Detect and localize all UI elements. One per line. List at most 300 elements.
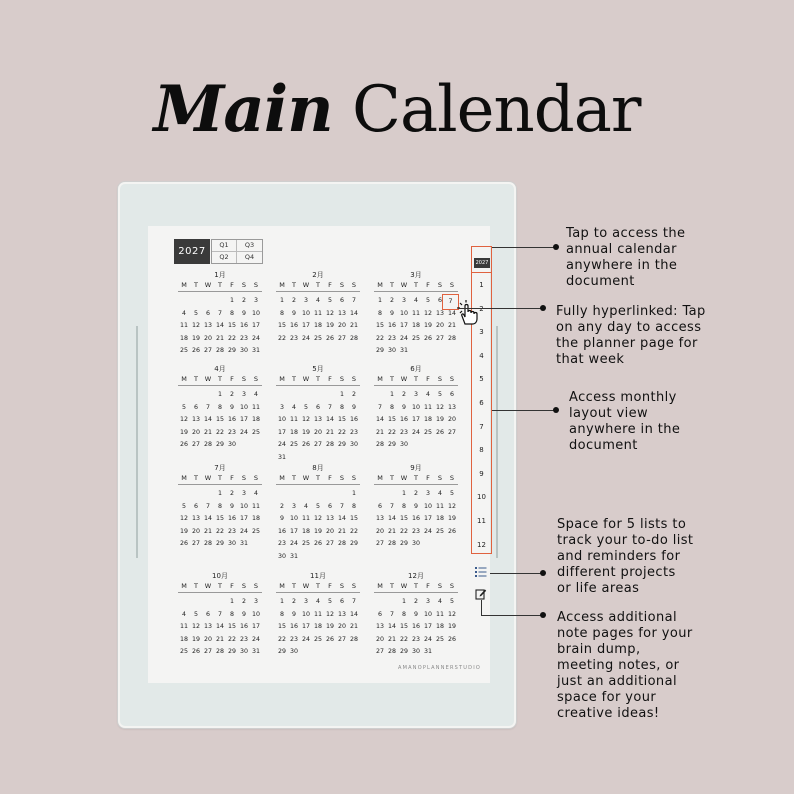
day-cell[interactable]: 27 [337,635,346,643]
day-cell[interactable]: 4 [253,490,258,497]
day-cell[interactable]: 17 [289,527,298,535]
day-cell[interactable]: 16 [349,416,358,423]
day-cell[interactable]: 30 [387,347,396,354]
day-cell[interactable]: 8 [279,610,284,618]
day-cell[interactable]: 1 [351,490,356,497]
month-name[interactable]: 1月 [214,271,226,279]
day-cell[interactable]: 22 [227,635,236,643]
quarter-link[interactable]: Q3 [237,240,262,252]
day-cell[interactable]: 13 [375,623,384,630]
day-cell[interactable]: 18 [179,635,188,643]
day-cell[interactable]: 13 [325,515,334,522]
day-cell[interactable]: 9 [413,610,418,618]
day-cell[interactable]: 19 [179,527,188,535]
day-cell[interactable]: 9 [351,403,356,411]
day-cell[interactable]: 9 [413,502,418,510]
day-cell[interactable]: 16 [227,515,236,522]
day-cell[interactable]: 13 [203,623,212,630]
day-cell[interactable]: 1 [229,297,234,304]
day-cell[interactable]: 21 [215,635,224,643]
day-cell[interactable]: 16 [387,322,396,329]
day-cell[interactable]: 25 [435,527,444,535]
month-name[interactable]: 11月 [310,572,326,580]
highlighted-day[interactable]: 7 [442,294,459,310]
day-cell[interactable]: 4 [437,490,442,497]
day-cell[interactable]: 4 [253,391,258,398]
day-cell[interactable]: 5 [303,403,308,411]
day-cell[interactable]: 3 [413,391,418,398]
day-cell[interactable]: 20 [337,322,346,329]
month-name[interactable]: 5月 [312,365,324,373]
day-cell[interactable]: 11 [251,502,260,510]
day-cell[interactable]: 14 [203,416,212,423]
day-cell[interactable]: 13 [337,309,346,317]
day-cell[interactable]: 31 [251,648,260,655]
day-cell[interactable]: 15 [399,623,408,630]
day-cell[interactable]: 22 [337,428,346,436]
day-cell[interactable]: 7 [205,502,210,510]
day-cell[interactable]: 11 [289,416,298,423]
day-cell[interactable]: 4 [303,502,308,510]
day-cell[interactable]: 12 [325,309,334,317]
day-cell[interactable]: 6 [205,309,210,317]
day-cell[interactable]: 21 [325,428,334,436]
day-cell[interactable]: 18 [179,334,188,342]
day-cell[interactable]: 23 [289,334,298,342]
day-cell[interactable]: 24 [239,527,248,535]
day-cell[interactable]: 6 [193,502,198,510]
day-cell[interactable]: 15 [227,623,236,630]
day-cell[interactable]: 23 [399,428,408,436]
day-cell[interactable]: 24 [411,428,420,436]
sidebar-month-link[interactable]: 1 [479,281,484,289]
day-cell[interactable]: 26 [325,334,334,342]
day-cell[interactable]: 9 [241,610,246,618]
day-cell[interactable]: 18 [423,416,432,423]
day-cell[interactable]: 14 [215,623,224,630]
day-cell[interactable]: 24 [251,334,260,342]
day-cell[interactable]: 26 [179,540,188,547]
day-cell[interactable]: 7 [389,610,394,618]
day-cell[interactable]: 24 [423,635,432,643]
day-cell[interactable]: 23 [289,635,298,643]
day-cell[interactable]: 6 [377,502,382,510]
day-cell[interactable]: 30 [239,648,248,655]
day-cell[interactable]: 26 [191,347,200,354]
day-cell[interactable]: 26 [179,441,188,448]
day-cell[interactable]: 21 [337,527,346,535]
day-cell[interactable]: 1 [229,598,234,605]
day-cell[interactable]: 13 [191,515,200,522]
day-cell[interactable]: 22 [277,635,286,643]
day-cell[interactable]: 23 [239,635,248,643]
day-cell[interactable]: 5 [315,502,320,510]
day-cell[interactable]: 21 [203,428,212,436]
day-cell[interactable]: 1 [279,297,284,304]
sidebar-month-link[interactable]: 10 [477,493,486,502]
day-cell[interactable]: 24 [301,334,310,342]
day-cell[interactable]: 16 [399,416,408,423]
day-cell[interactable]: 8 [217,502,222,510]
day-cell[interactable]: 1 [401,490,406,497]
day-cell[interactable]: 16 [289,623,298,630]
day-cell[interactable]: 30 [411,540,420,547]
day-cell[interactable]: 27 [435,334,444,342]
day-cell[interactable]: 14 [337,515,346,522]
day-cell[interactable]: 27 [447,428,456,436]
day-cell[interactable]: 16 [411,515,420,522]
day-cell[interactable]: 9 [229,502,234,510]
day-cell[interactable]: 7 [389,502,394,510]
day-cell[interactable]: 13 [203,322,212,329]
quarter-link[interactable]: Q4 [244,253,255,261]
day-cell[interactable]: 7 [351,598,356,605]
day-cell[interactable]: 28 [349,635,358,643]
day-cell[interactable]: 5 [327,297,332,304]
day-cell[interactable]: 5 [181,403,186,411]
day-cell[interactable]: 26 [191,648,200,655]
day-cell[interactable]: 6 [437,297,442,304]
day-cell[interactable]: 28 [387,540,396,547]
day-cell[interactable]: 15 [375,322,384,329]
day-cell[interactable]: 26 [301,441,310,448]
day-cell[interactable]: 6 [377,610,382,618]
day-cell[interactable]: 4 [425,391,430,398]
day-cell[interactable]: 1 [217,391,222,398]
day-cell[interactable]: 6 [205,610,210,618]
day-cell[interactable]: 5 [181,502,186,510]
day-cell[interactable]: 20 [375,527,384,535]
day-cell[interactable]: 3 [241,490,246,497]
day-cell[interactable]: 26 [447,635,456,643]
day-cell[interactable]: 3 [303,297,308,304]
day-cell[interactable]: 3 [253,598,258,605]
day-cell[interactable]: 13 [375,515,384,522]
day-cell[interactable]: 6 [339,598,344,605]
day-cell[interactable]: 8 [229,309,234,317]
day-cell[interactable]: 20 [337,623,346,630]
day-cell[interactable]: 29 [399,540,408,547]
day-cell[interactable]: 16 [239,623,248,630]
day-cell[interactable]: 28 [375,441,384,448]
day-cell[interactable]: 12 [179,515,188,522]
day-cell[interactable]: 19 [423,322,432,329]
day-cell[interactable]: 25 [251,527,260,535]
day-cell[interactable]: 15 [387,416,396,423]
day-cell[interactable]: 23 [277,540,286,547]
day-cell[interactable]: 11 [301,515,310,522]
day-cell[interactable]: 22 [375,334,384,342]
day-cell[interactable]: 2 [413,490,418,497]
day-cell[interactable]: 25 [179,347,188,354]
day-cell[interactable]: 22 [215,428,224,436]
day-cell[interactable]: 7 [217,610,222,618]
day-cell[interactable]: 25 [313,635,322,643]
day-cell[interactable]: 14 [203,515,212,522]
day-cell[interactable]: 10 [239,502,248,510]
day-cell[interactable]: 12 [423,309,432,317]
day-cell[interactable]: 17 [301,623,310,630]
day-cell[interactable]: 14 [349,610,358,618]
day-cell[interactable]: 23 [387,334,396,342]
sidebar-year-badge[interactable]: 2027 [475,260,489,266]
day-cell[interactable]: 29 [215,441,224,448]
day-cell[interactable]: 10 [411,403,420,411]
day-cell[interactable]: 13 [313,416,322,423]
day-cell[interactable]: 4 [181,610,186,618]
day-cell[interactable]: 18 [411,322,420,329]
day-cell[interactable]: 30 [289,648,298,655]
day-cell[interactable]: 22 [387,428,396,436]
day-cell[interactable]: 13 [191,416,200,423]
day-cell[interactable]: 2 [413,598,418,605]
day-cell[interactable]: 13 [435,309,444,317]
day-cell[interactable]: 25 [251,428,260,436]
day-cell[interactable]: 23 [227,527,236,535]
day-cell[interactable]: 3 [279,403,284,411]
day-cell[interactable]: 10 [277,416,286,423]
day-cell[interactable]: 25 [423,428,432,436]
day-cell[interactable]: 19 [447,623,456,630]
day-cell[interactable]: 10 [301,309,310,317]
day-cell[interactable]: 20 [191,428,200,436]
day-cell[interactable]: 20 [203,334,212,342]
day-cell[interactable]: 20 [447,416,456,423]
month-name[interactable]: 4月 [214,365,226,373]
day-cell[interactable]: 28 [325,441,334,448]
day-cell[interactable]: 11 [251,403,260,411]
day-cell[interactable]: 31 [289,552,298,560]
day-cell[interactable]: 27 [375,648,384,655]
day-cell[interactable]: 22 [399,527,408,535]
day-cell[interactable]: 17 [301,322,310,329]
day-cell[interactable]: 20 [375,635,384,643]
day-cell[interactable]: 11 [313,309,322,317]
day-cell[interactable]: 25 [301,540,310,547]
day-cell[interactable]: 17 [411,416,420,423]
day-cell[interactable]: 2 [279,502,284,510]
day-cell[interactable]: 7 [217,309,222,317]
day-cell[interactable]: 19 [435,416,444,423]
day-cell[interactable]: 14 [447,309,456,317]
day-cell[interactable]: 2 [389,297,394,304]
day-cell[interactable]: 4 [315,297,320,304]
day-cell[interactable]: 9 [291,610,296,618]
day-cell[interactable]: 25 [411,334,420,342]
day-cell[interactable]: 14 [387,623,396,630]
day-cell[interactable]: 4 [315,598,320,605]
day-cell[interactable]: 8 [279,309,284,317]
day-cell[interactable]: 20 [325,527,334,535]
day-cell[interactable]: 3 [425,598,430,605]
day-cell[interactable]: 23 [239,334,248,342]
day-cell[interactable]: 30 [227,540,236,547]
note-edit-icon[interactable] [475,588,487,600]
day-cell[interactable]: 28 [203,441,212,448]
day-cell[interactable]: 3 [241,391,246,398]
day-cell[interactable]: 16 [289,322,298,329]
day-cell[interactable]: 27 [191,441,200,448]
day-cell[interactable]: 14 [349,309,358,317]
day-cell[interactable]: 20 [313,428,322,436]
day-cell[interactable]: 11 [435,502,444,510]
day-cell[interactable]: 1 [377,297,382,304]
day-cell[interactable]: 21 [203,527,212,535]
day-cell[interactable]: 9 [279,515,284,522]
day-cell[interactable]: 29 [387,441,396,448]
day-cell[interactable]: 22 [227,334,236,342]
day-cell[interactable]: 22 [215,527,224,535]
day-cell[interactable]: 16 [277,527,286,535]
day-cell[interactable]: 21 [447,322,456,329]
day-cell[interactable]: 5 [193,309,198,317]
day-cell[interactable]: 12 [435,403,444,411]
day-cell[interactable]: 4 [291,403,296,411]
day-cell[interactable]: 2 [401,391,406,398]
day-cell[interactable]: 7 [351,297,356,304]
day-cell[interactable]: 5 [425,297,430,304]
day-cell[interactable]: 24 [301,635,310,643]
day-cell[interactable]: 24 [239,428,248,436]
day-cell[interactable]: 3 [401,297,406,304]
month-name[interactable]: 7月 [214,464,226,472]
day-cell[interactable]: 15 [337,416,346,423]
day-cell[interactable]: 1 [217,490,222,497]
day-cell[interactable]: 31 [239,540,248,547]
day-cell[interactable]: 24 [251,635,260,643]
day-cell[interactable]: 31 [277,453,286,461]
sidebar-month-link[interactable]: 4 [479,351,484,360]
day-cell[interactable]: 15 [399,515,408,522]
day-cell[interactable]: 8 [217,403,222,411]
day-cell[interactable]: 30 [399,441,408,448]
day-cell[interactable]: 2 [241,598,246,605]
month-name[interactable]: 2月 [312,271,324,279]
day-cell[interactable]: 29 [399,648,408,655]
day-cell[interactable]: 12 [191,623,200,630]
list-icon[interactable] [475,567,487,577]
day-cell[interactable]: 26 [325,635,334,643]
day-cell[interactable]: 8 [377,309,382,317]
day-cell[interactable]: 19 [447,515,456,522]
day-cell[interactable]: 18 [289,428,298,436]
day-cell[interactable]: 15 [349,515,358,522]
day-cell[interactable]: 17 [423,515,432,522]
day-cell[interactable]: 28 [387,648,396,655]
day-cell[interactable]: 20 [203,635,212,643]
day-cell[interactable]: 21 [215,334,224,342]
day-cell[interactable]: 24 [399,334,408,342]
day-cell[interactable]: 31 [399,347,408,354]
day-cell[interactable]: 5 [437,391,442,398]
day-cell[interactable]: 15 [277,623,286,630]
day-cell[interactable]: 18 [313,623,322,630]
quarter-link[interactable]: Q1 [212,240,237,252]
day-cell[interactable]: 16 [239,322,248,329]
day-cell[interactable]: 23 [411,635,420,643]
sidebar-month-link[interactable]: 9 [479,469,484,478]
day-cell[interactable]: 7 [327,403,332,411]
month-name[interactable]: 6月 [410,365,422,373]
day-cell[interactable]: 22 [277,334,286,342]
day-cell[interactable]: 9 [401,403,406,411]
quarter-link[interactable]: Q2 [212,252,237,263]
day-cell[interactable]: 10 [399,309,408,317]
day-cell[interactable]: 19 [191,334,200,342]
day-cell[interactable]: 13 [337,610,346,618]
day-cell[interactable]: 29 [277,648,286,655]
day-cell[interactable]: 29 [227,648,236,655]
day-cell[interactable]: 11 [411,309,420,317]
day-cell[interactable]: 15 [277,322,286,329]
day-cell[interactable]: 25 [179,648,188,655]
day-cell[interactable]: 1 [389,391,394,398]
day-cell[interactable]: 8 [351,502,356,510]
day-cell[interactable]: 7 [377,403,382,411]
day-cell[interactable]: 29 [227,347,236,354]
day-cell[interactable]: 27 [325,540,334,547]
day-cell[interactable]: 10 [289,515,298,522]
month-name[interactable]: 8月 [312,464,324,472]
month-name[interactable]: 12月 [408,572,424,580]
day-cell[interactable]: 28 [447,334,456,342]
day-cell[interactable]: 15 [215,515,224,522]
day-cell[interactable]: 21 [375,428,384,436]
day-cell[interactable]: 2 [229,391,234,398]
sidebar-month-link[interactable]: 7 [479,422,484,431]
day-cell[interactable]: 31 [251,347,260,354]
day-cell[interactable]: 8 [401,502,406,510]
day-cell[interactable]: 18 [435,623,444,630]
day-cell[interactable]: 19 [301,428,310,436]
day-cell[interactable]: 10 [251,309,260,317]
month-name[interactable]: 9月 [410,464,422,472]
sidebar-month-link[interactable]: 8 [479,446,484,455]
day-cell[interactable]: 28 [203,540,212,547]
day-cell[interactable]: 27 [337,334,346,342]
day-cell[interactable]: 26 [435,428,444,436]
day-cell[interactable]: 3 [253,297,258,304]
day-cell[interactable]: 5 [193,610,198,618]
day-cell[interactable]: 9 [229,403,234,411]
day-cell[interactable]: 10 [423,610,432,618]
day-cell[interactable]: 8 [401,610,406,618]
day-cell[interactable]: 30 [349,441,358,448]
sidebar-month-link[interactable]: 6 [479,399,484,407]
day-cell[interactable]: 3 [291,502,296,510]
day-cell[interactable]: 29 [215,540,224,547]
day-cell[interactable]: 28 [337,540,346,547]
day-cell[interactable]: 18 [251,416,260,423]
day-cell[interactable]: 12 [191,322,200,329]
day-cell[interactable]: 10 [251,610,260,618]
day-cell[interactable]: 6 [315,403,320,411]
day-cell[interactable]: 19 [191,635,200,643]
day-cell[interactable]: 15 [215,416,224,423]
day-cell[interactable]: 27 [313,441,322,448]
day-cell[interactable]: 6 [327,502,332,510]
day-cell[interactable]: 24 [289,540,298,547]
day-cell[interactable]: 24 [277,441,286,448]
day-cell[interactable]: 21 [349,322,358,329]
sidebar-month-link[interactable]: 3 [479,328,484,337]
day-cell[interactable]: 12 [447,502,456,510]
day-cell[interactable]: 23 [411,527,420,535]
sidebar-month-link[interactable]: 5 [479,375,484,384]
day-cell[interactable]: 19 [179,428,188,436]
day-cell[interactable]: 29 [337,441,346,448]
day-cell[interactable]: 3 [303,598,308,605]
